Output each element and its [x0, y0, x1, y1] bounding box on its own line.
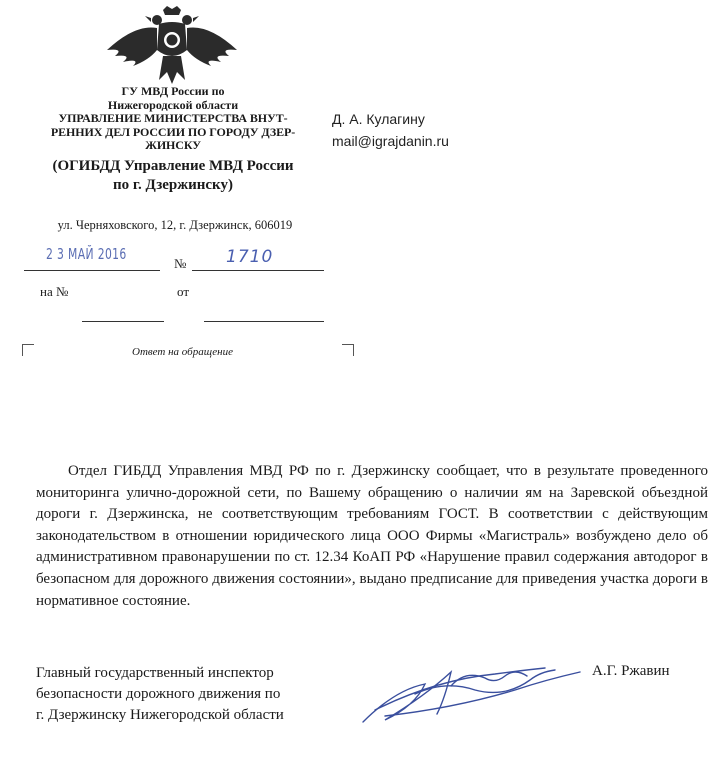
subject-corner-left — [22, 344, 34, 356]
signer-title-line1: Главный государственный инспектор — [36, 665, 274, 681]
signer-name: А.Г. Ржавин — [592, 663, 670, 679]
org-name-line3: ЖИНСКУ — [145, 138, 201, 152]
number-underline — [192, 270, 324, 271]
number-label: № — [174, 256, 187, 271]
recipient-email: mail@igrajdanin.ru — [332, 133, 449, 149]
org-address: ул. Черняховского, 12, г. Дзержинск, 606019 — [57, 218, 293, 232]
ref-underline — [82, 321, 164, 322]
subject-line: Ответ на обращение — [132, 346, 233, 358]
handwritten-number: 1710 — [226, 247, 274, 267]
from-underline — [204, 321, 324, 322]
double-headed-eagle-emblem-icon — [105, 6, 239, 88]
date-stamp: 2 3 МАЙ 2016 — [46, 245, 127, 263]
org-name-line2: РЕННИХ ДЕЛ РОССИИ ПО ГОРОДУ ДЗЕР- — [50, 124, 296, 139]
recipient-block — [332, 108, 449, 152]
recipient-name: Д. А. Кулагину — [332, 111, 425, 127]
org-parent-line1: ГУ МВД России по — [121, 84, 225, 98]
org-name-line1: УПРАВЛЕНИЕ МИНИСТЕРСТВА ВНУТ- — [58, 111, 288, 125]
ref-label: на № — [40, 284, 69, 299]
org-short-name-line2: по г. Дзержинску) — [113, 176, 233, 193]
date-underline — [24, 270, 160, 271]
subject-corner-right — [342, 344, 354, 356]
signer-title — [36, 663, 326, 726]
signer-title-line3: г. Дзержинску Нижегородской области — [36, 707, 284, 723]
organization-header — [40, 84, 306, 195]
org-parent-line2: Нижегородской области — [107, 98, 239, 112]
org-short-name-line1: (ОГИБДД Управление МВД России — [52, 157, 294, 174]
from-label: от — [177, 284, 190, 299]
signer-title-line2: безопасности дорожного движения по — [36, 686, 281, 702]
letter-body: Отдел ГИБДД Управления МВД РФ по г. Дзержинску сообщает, что в результате проведенного мониторинга улично-дорожной сети, по Вашему обращению о наличии ям на Заревской объездной дороги г. Дзержинска, не соответствующим требованиям ГОСТ. В соответствии с действующим законодательством в отношении юридического лица ООО Фирмы «Магистраль» возбуждено дело об административном правонарушении по ст. 12.34 КоАП РФ «Нарушение правил содержания автодорог в безопасном для дорожного движения состоянии», выдано предписание для приведения участка дороги в нормативное состояние. — [36, 463, 708, 609]
handwritten-signature-icon — [355, 650, 590, 730]
